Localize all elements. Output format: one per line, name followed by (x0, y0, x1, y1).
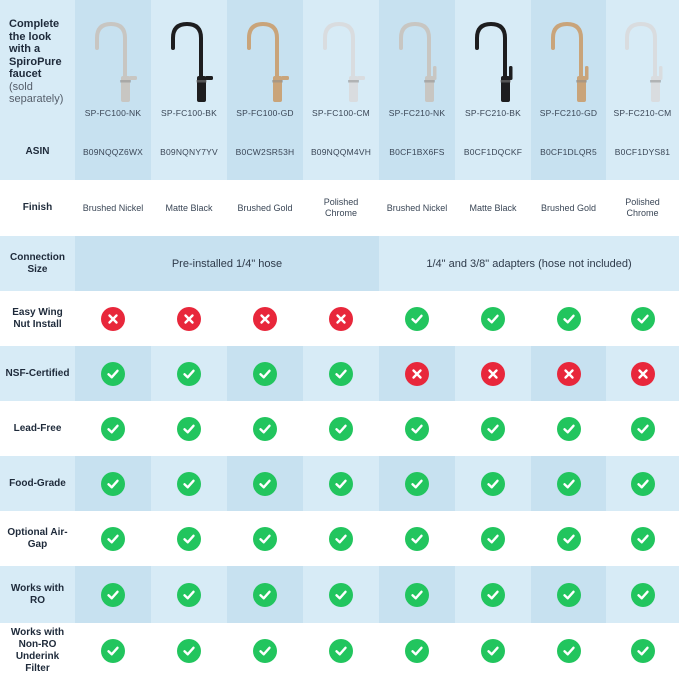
product-header (151, 0, 227, 124)
feature-cell (606, 566, 679, 623)
finish-cell (151, 180, 227, 236)
feature-cell (75, 566, 151, 623)
check-icon (177, 639, 201, 663)
feature-cell (75, 456, 151, 511)
check-icon (177, 417, 201, 441)
finish-value (324, 197, 359, 219)
connection-label-text: Connection Size (10, 251, 65, 275)
product-header (227, 0, 303, 124)
faucet-image (235, 18, 295, 104)
check-icon (253, 639, 277, 663)
check-icon (557, 639, 581, 663)
feature-cell (303, 401, 379, 456)
check-icon (329, 639, 353, 663)
check-icon (631, 639, 655, 663)
connection-value (75, 236, 379, 291)
check-icon (101, 527, 125, 551)
finish-cell (75, 180, 151, 236)
cross-icon (177, 307, 201, 331)
feature-cell (379, 291, 455, 346)
product-code: SP-FC210-GD (539, 108, 598, 118)
check-icon (329, 417, 353, 441)
product-code: SP-FC100-CM (312, 108, 370, 118)
feature-label-text: NSF-Certified (5, 367, 70, 379)
table-row (0, 180, 679, 236)
check-icon (631, 527, 655, 551)
feature-cell (303, 511, 379, 566)
check-icon (631, 307, 655, 331)
feature-label (0, 456, 75, 511)
feature-cell (227, 401, 303, 456)
feature-cell (455, 401, 531, 456)
finish-value (83, 203, 144, 214)
product-code: SP-FC210-BK (464, 108, 522, 118)
feature-cell (151, 623, 227, 679)
feature-cell (227, 456, 303, 511)
product-header (531, 0, 606, 124)
finish-value-line: Polished (625, 197, 660, 207)
finish-value (165, 203, 212, 214)
asin-label (0, 124, 75, 180)
table-row (0, 566, 679, 623)
finish-label-text: Finish (22, 202, 53, 213)
feature-cell (531, 456, 606, 511)
feature-cell (227, 291, 303, 346)
feature-cell (379, 456, 455, 511)
feature-label (0, 346, 75, 401)
feature-label (0, 291, 75, 346)
asin-value: B0CF1DYS81 (614, 147, 671, 157)
finish-cell (531, 180, 606, 236)
feature-cell (606, 401, 679, 456)
feature-cell (303, 623, 379, 679)
feature-cell (455, 456, 531, 511)
faucet-image (83, 18, 143, 104)
check-icon (253, 417, 277, 441)
finish-value-line: Chrome (324, 208, 357, 218)
feature-cell (531, 346, 606, 401)
check-icon (101, 583, 125, 607)
feature-cell (531, 401, 606, 456)
feature-cell (379, 346, 455, 401)
feature-cell (151, 291, 227, 346)
feature-cell (303, 346, 379, 401)
product-code: SP-FC210-CM (613, 108, 672, 118)
connection-value-text: Pre-installed 1/4" hose (171, 257, 283, 270)
cross-icon (481, 362, 505, 386)
asin-cell (531, 124, 606, 180)
asin-cell (606, 124, 679, 180)
table-row (0, 0, 679, 124)
finish-value-line: Matte Black (165, 202, 213, 213)
feature-cell (227, 346, 303, 401)
asin-value: B0CF1BX6FS (389, 147, 445, 157)
check-icon (557, 307, 581, 331)
feature-label (0, 566, 75, 623)
connection-label (0, 236, 75, 291)
asin-value: B09NQNY7YV (160, 147, 218, 157)
asin-cell (227, 124, 303, 180)
header-title-line: faucet (9, 68, 42, 80)
feature-cell (151, 566, 227, 623)
feature-cell (75, 401, 151, 456)
header-subtitle-line: separately) (9, 93, 64, 105)
product-code: SP-FC100-BK (160, 108, 218, 118)
check-icon (557, 527, 581, 551)
feature-cell (379, 401, 455, 456)
finish-value-line: Brushed Nickel (82, 202, 144, 213)
feature-cell (606, 623, 679, 679)
product-header (379, 0, 455, 124)
feature-cell (531, 566, 606, 623)
header-title-line: Complete (9, 18, 60, 30)
asin-value: B0CW2SR53H (235, 147, 295, 157)
product-code: SP-FC210-NK (388, 108, 446, 118)
check-icon (481, 583, 505, 607)
feature-label (0, 623, 75, 679)
cross-icon (405, 362, 429, 386)
check-icon (405, 527, 429, 551)
finish-value (237, 203, 292, 214)
feature-cell (455, 623, 531, 679)
check-icon (329, 362, 353, 386)
finish-value (469, 203, 516, 214)
check-icon (405, 583, 429, 607)
check-icon (177, 362, 201, 386)
check-icon (481, 472, 505, 496)
header-text-block (9, 18, 63, 106)
connection-value-text: 1/4" and 3/8" adapters (hose not included) (426, 257, 632, 270)
asin-label-text: ASIN (25, 146, 50, 157)
product-header (606, 0, 679, 124)
faucet-image (613, 18, 673, 104)
feature-cell (606, 511, 679, 566)
header-title-line: SpiroPure (9, 55, 62, 68)
feature-cell (455, 511, 531, 566)
asin-cell (75, 124, 151, 180)
faucet-image (387, 18, 447, 104)
check-icon (557, 417, 581, 441)
feature-label-text: Easy Wing Nut Install (12, 306, 63, 330)
header-title-line: the look (9, 30, 52, 43)
feature-cell (151, 346, 227, 401)
finish-label (0, 180, 75, 236)
check-icon (405, 639, 429, 663)
asin-cell (151, 124, 227, 180)
check-icon (101, 417, 125, 441)
feature-cell (531, 511, 606, 566)
check-icon (101, 639, 125, 663)
feature-cell (379, 566, 455, 623)
check-icon (557, 583, 581, 607)
cross-icon (329, 307, 353, 331)
header-text (0, 0, 75, 124)
check-icon (101, 362, 125, 386)
table-row (0, 401, 679, 456)
feature-cell (75, 511, 151, 566)
check-icon (405, 307, 429, 331)
asin-value: B09NQQM4VH (310, 147, 372, 157)
feature-label (0, 401, 75, 456)
faucet-image (311, 18, 371, 104)
check-icon (177, 583, 201, 607)
feature-cell (303, 291, 379, 346)
finish-value-line: Brushed Gold (540, 202, 597, 213)
finish-value-line: Matte Black (469, 202, 517, 213)
check-icon (481, 417, 505, 441)
check-icon (481, 527, 505, 551)
check-icon (557, 472, 581, 496)
faucet-image (539, 18, 599, 104)
table-row (0, 291, 679, 346)
feature-cell (151, 511, 227, 566)
feature-cell (227, 511, 303, 566)
header-subtitle-line: (sold (9, 80, 33, 93)
asin-cell (379, 124, 455, 180)
finish-value-line: Brushed Nickel (386, 202, 448, 213)
feature-label-text: Lead-Free (13, 422, 62, 434)
table-row (0, 346, 679, 401)
feature-label-text: Works with RO (10, 582, 65, 606)
finish-cell (227, 180, 303, 236)
check-icon (177, 472, 201, 496)
feature-cell (227, 566, 303, 623)
table-row (0, 236, 679, 291)
finish-cell (303, 180, 379, 236)
product-code: SP-FC100-NK (84, 108, 142, 118)
finish-value (541, 203, 596, 214)
check-icon (631, 417, 655, 441)
feature-label (0, 511, 75, 566)
feature-cell (455, 566, 531, 623)
finish-cell (606, 180, 679, 236)
product-code: SP-FC100-GD (236, 108, 294, 118)
header-title-line: with a (9, 43, 41, 55)
feature-cell (303, 566, 379, 623)
finish-cell (455, 180, 531, 236)
check-icon (405, 417, 429, 441)
feature-cell (606, 291, 679, 346)
product-header (75, 0, 151, 124)
check-icon (101, 472, 125, 496)
product-header (455, 0, 531, 124)
check-icon (329, 472, 353, 496)
finish-value-line: Brushed Gold (237, 202, 293, 213)
feature-cell (455, 346, 531, 401)
check-icon (329, 583, 353, 607)
feature-cell (379, 623, 455, 679)
feature-cell (531, 623, 606, 679)
table-row (0, 623, 679, 679)
finish-cell (379, 180, 455, 236)
check-icon (631, 583, 655, 607)
faucet-image (159, 18, 219, 104)
product-header (303, 0, 379, 124)
check-icon (329, 527, 353, 551)
finish-value (387, 203, 448, 214)
asin-value: B0CF1DLQR5 (540, 147, 597, 157)
check-icon (177, 527, 201, 551)
feature-cell (151, 456, 227, 511)
check-icon (253, 362, 277, 386)
feature-cell (75, 291, 151, 346)
check-icon (631, 472, 655, 496)
connection-value (379, 236, 679, 291)
feature-label-text: Optional Air-Gap (7, 526, 68, 550)
finish-value (625, 197, 660, 219)
feature-cell (379, 511, 455, 566)
feature-cell (455, 291, 531, 346)
finish-value-line: Chrome (626, 208, 659, 218)
faucet-image (463, 18, 523, 104)
asin-value: B09NQQZ6WX (82, 147, 144, 157)
table-row (0, 124, 679, 180)
feature-cell (75, 623, 151, 679)
cross-icon (101, 307, 125, 331)
cross-icon (631, 362, 655, 386)
feature-cell (303, 456, 379, 511)
check-icon (481, 639, 505, 663)
feature-cell (227, 623, 303, 679)
feature-cell (606, 346, 679, 401)
table-row (0, 456, 679, 511)
check-icon (253, 472, 277, 496)
check-icon (253, 527, 277, 551)
asin-cell (303, 124, 379, 180)
feature-cell (606, 456, 679, 511)
cross-icon (253, 307, 277, 331)
check-icon (481, 307, 505, 331)
feature-cell (151, 401, 227, 456)
check-icon (405, 472, 429, 496)
feature-cell (531, 291, 606, 346)
asin-cell (455, 124, 531, 180)
table-row (0, 511, 679, 566)
asin-value: B0CF1DQCKF (463, 147, 523, 157)
check-icon (253, 583, 277, 607)
feature-label-text: Food-Grade (9, 477, 66, 489)
cross-icon (557, 362, 581, 386)
feature-cell (75, 346, 151, 401)
finish-value-line: Polished (323, 197, 359, 207)
feature-label-text: Works with Non-RO Underink Filter (10, 627, 65, 674)
